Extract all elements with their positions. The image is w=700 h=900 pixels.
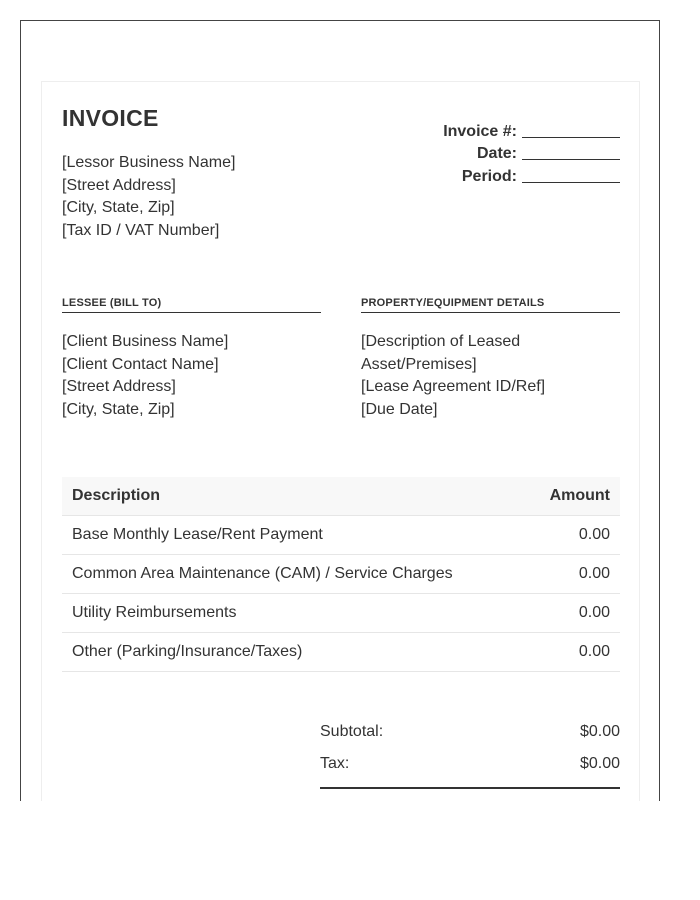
table-row bbox=[62, 516, 620, 555]
table-row bbox=[62, 594, 620, 633]
line-item-amount: 0.00 bbox=[527, 633, 620, 672]
tax-label: Tax: bbox=[320, 755, 350, 772]
subtotal-value: $0.00 bbox=[579, 723, 620, 740]
line-item-amount: 0.00 bbox=[527, 594, 620, 633]
client-city-state-zip: [City, State, Zip] bbox=[62, 400, 175, 418]
table-row bbox=[62, 555, 620, 594]
client-street-address: [Street Address] bbox=[62, 378, 176, 395]
line-item-description: Other (Parking/Insurance/Taxes) bbox=[62, 633, 527, 672]
subtotal-label: Subtotal: bbox=[320, 723, 384, 740]
lessor-tax-id: [Tax ID / VAT Number] bbox=[62, 221, 220, 239]
totals-block bbox=[320, 716, 620, 780]
period-field[interactable] bbox=[522, 166, 620, 183]
lessor-address-block bbox=[62, 152, 235, 242]
line-item-amount: 0.00 bbox=[527, 516, 620, 555]
invoice-meta bbox=[380, 118, 620, 186]
invoice-title: INVOICE bbox=[62, 105, 159, 131]
totals-divider bbox=[320, 787, 620, 789]
lease-agreement-ref: [Lease Agreement ID/Ref] bbox=[361, 378, 546, 395]
lessor-street-address: [Street Address] bbox=[62, 176, 176, 194]
table-header-row bbox=[62, 477, 620, 516]
description-column-header: Description bbox=[62, 477, 527, 516]
line-items-table bbox=[62, 477, 620, 672]
date-label: Date: bbox=[476, 145, 517, 162]
tax-value: $0.00 bbox=[579, 755, 620, 772]
invoice-number-row bbox=[380, 118, 620, 141]
period-row bbox=[380, 163, 620, 186]
table-row bbox=[62, 633, 620, 672]
lessee-heading: LESSEE (BILL TO) bbox=[62, 297, 321, 313]
leased-asset-description-cont: Asset/Premises] bbox=[361, 355, 477, 373]
date-row bbox=[380, 141, 620, 164]
line-item-description: Common Area Maintenance (CAM) / Service Charges bbox=[62, 555, 527, 594]
invoice-number-label: Invoice #: bbox=[443, 122, 517, 140]
due-date: [Due Date] bbox=[361, 400, 438, 418]
property-details-block bbox=[361, 331, 601, 421]
line-item-description: Utility Reimbursements bbox=[62, 594, 527, 633]
line-item-amount: 0.00 bbox=[527, 555, 620, 594]
invoice-number-field[interactable] bbox=[522, 121, 620, 138]
lessor-business-name: [Lessor Business Name] bbox=[62, 154, 236, 171]
period-label: Period: bbox=[461, 167, 517, 185]
leased-asset-description: [Description of Leased bbox=[361, 333, 521, 350]
line-item-description: Base Monthly Lease/Rent Payment bbox=[62, 516, 527, 555]
client-business-name: [Client Business Name] bbox=[62, 333, 229, 350]
client-contact-name: [Client Contact Name] bbox=[62, 355, 219, 373]
amount-column-header: Amount bbox=[527, 477, 620, 516]
subtotal-row bbox=[320, 716, 620, 748]
lessee-address-block bbox=[62, 331, 228, 421]
date-field[interactable] bbox=[522, 143, 620, 160]
lessor-city-state-zip: [City, State, Zip] bbox=[62, 199, 175, 216]
tax-row bbox=[320, 748, 620, 780]
property-details-heading: PROPERTY/EQUIPMENT DETAILS bbox=[361, 297, 620, 313]
